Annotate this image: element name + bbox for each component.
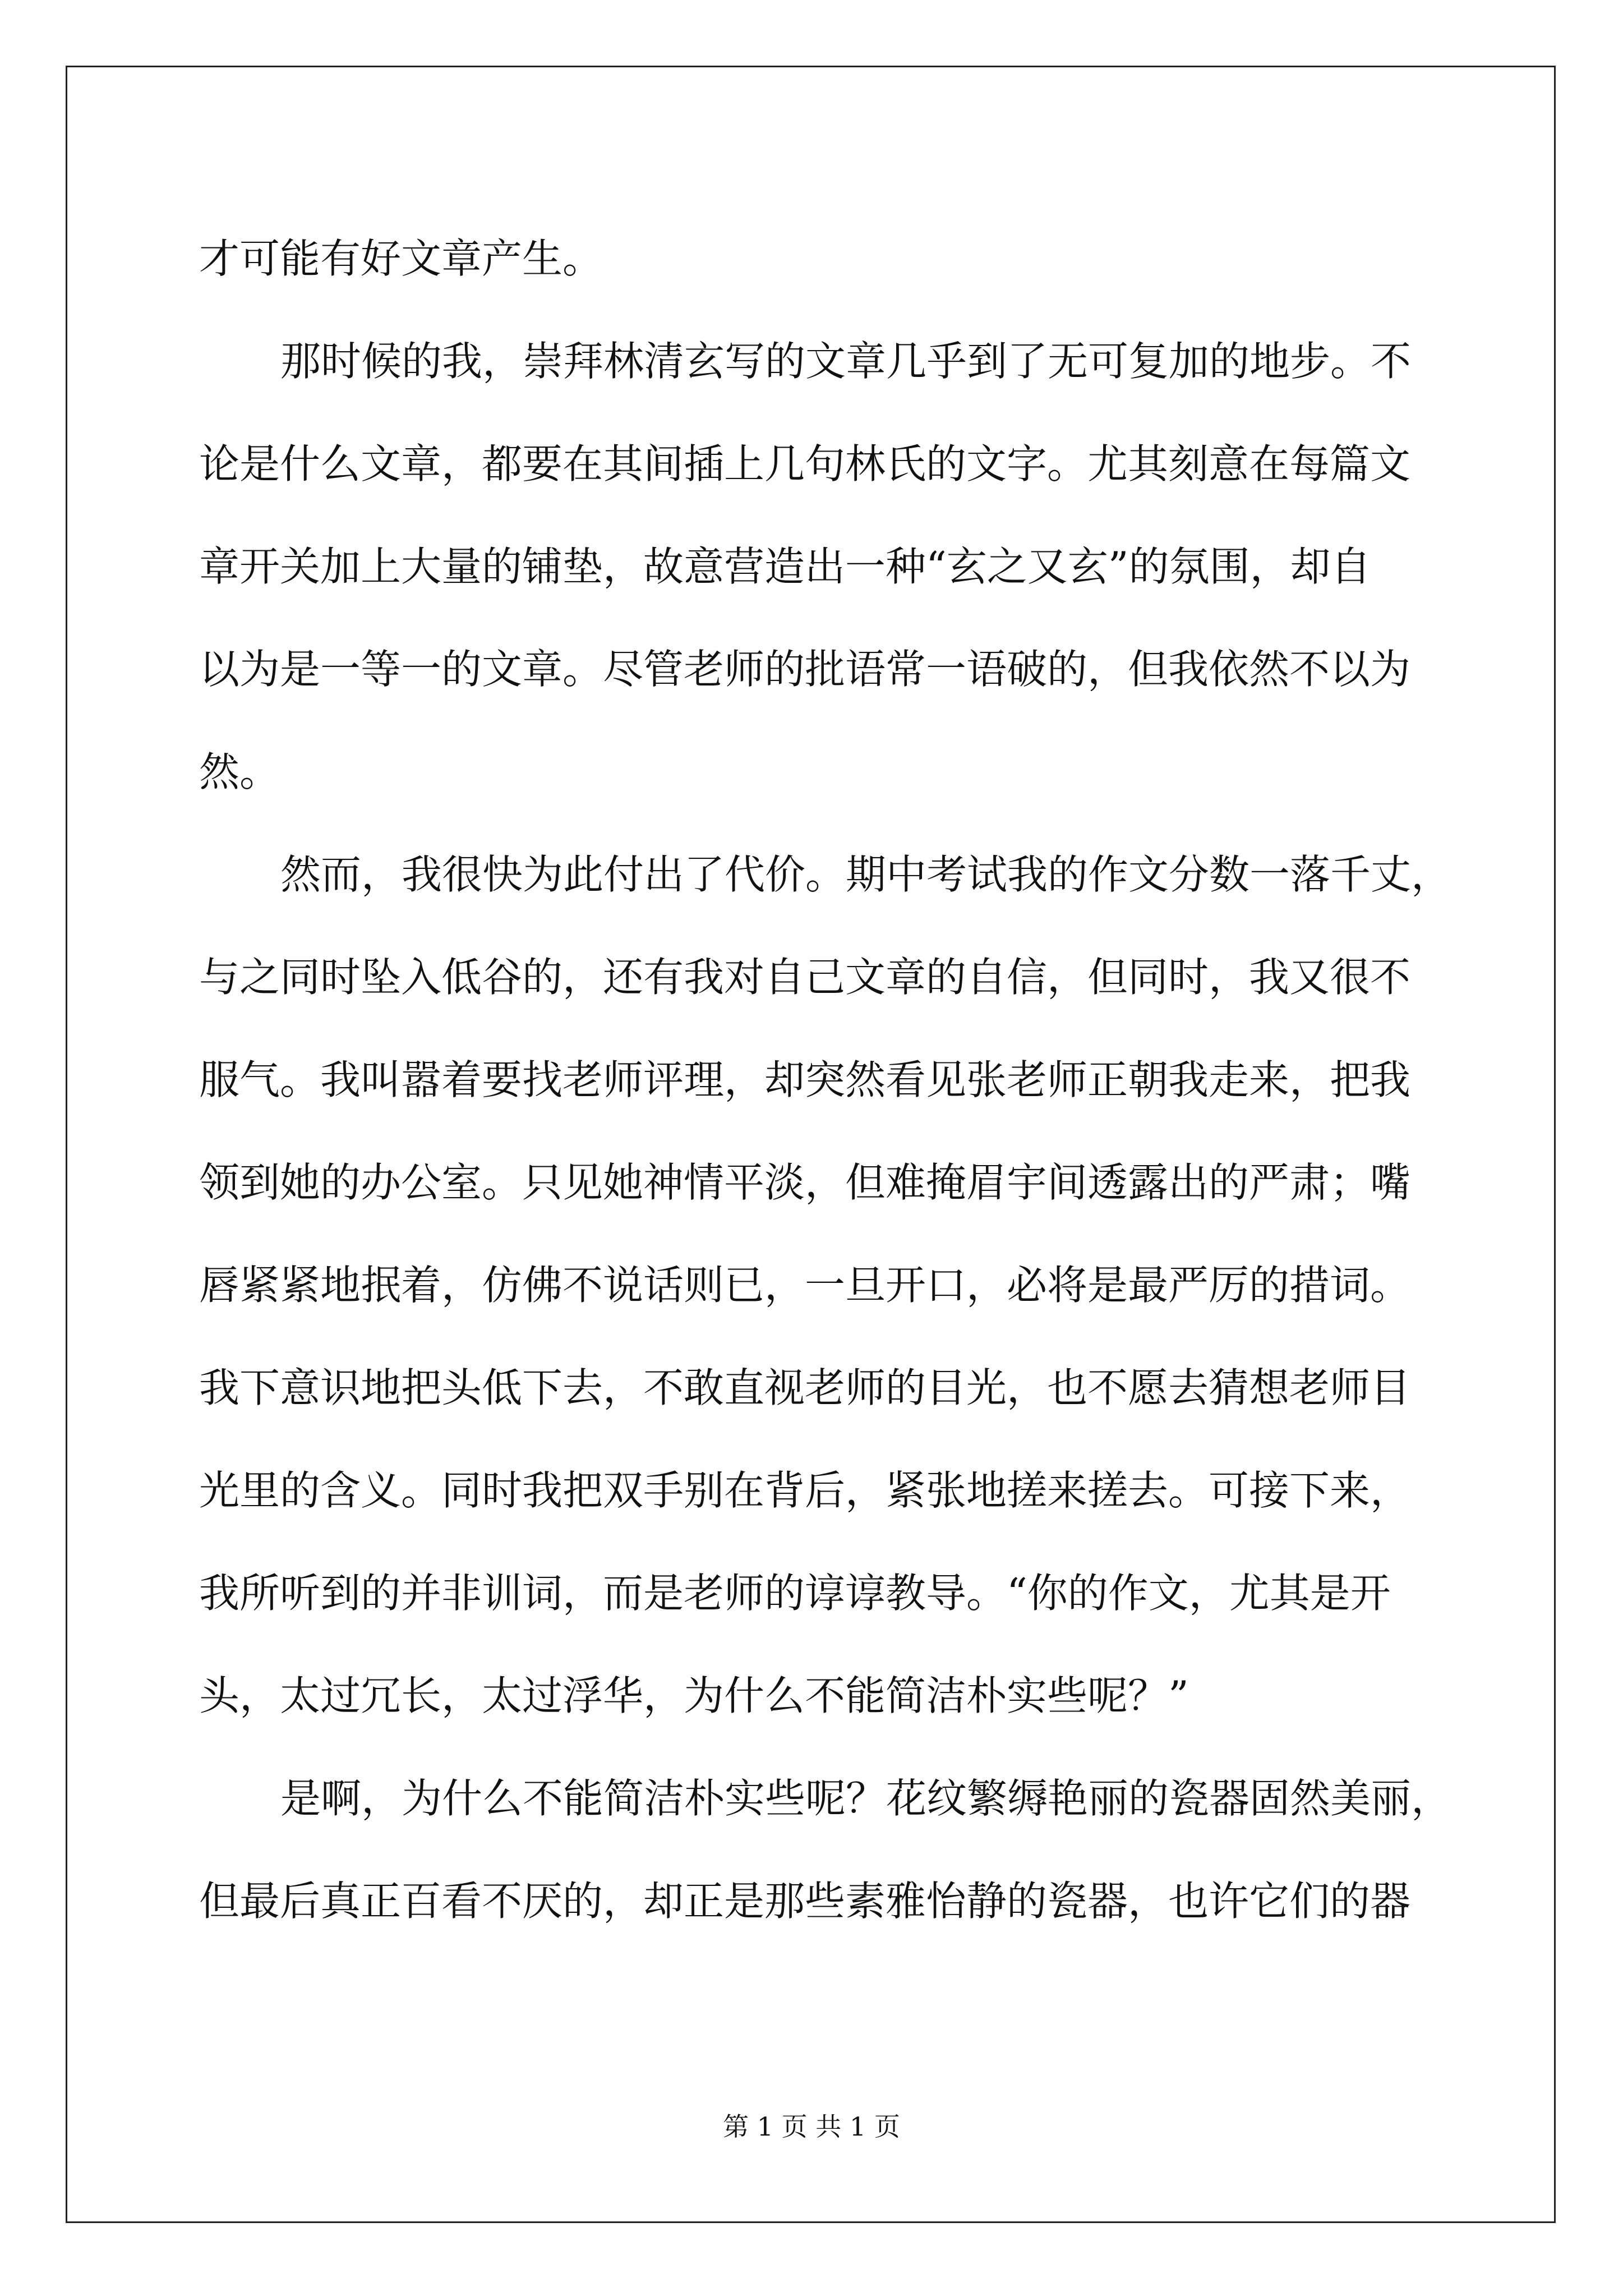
text-line: 是啊，为什么不能简洁朴实些呢？花纹繁缛艳丽的瓷器固然美丽， xyxy=(280,1775,1452,1822)
text-line: 头，太过冗长，太过浮华，为什么不能简洁朴实些呢？” xyxy=(199,1672,1189,1719)
document-body xyxy=(199,208,1452,1953)
text-line: 光里的含义。同时我把双手别在背后，紧张地搓来搓去。可接下来， xyxy=(199,1467,1411,1514)
text-line: 我所听到的并非训词，而是老师的谆谆教导。“你的作文，尤其是开 xyxy=(199,1570,1391,1617)
text-line: 以为是一等一的文章。尽管老师的批语常一语破的，但我依然不以为 xyxy=(199,646,1411,693)
text-line: 才可能有好文章产生。 xyxy=(199,235,603,282)
page-number-footer: 第 1 页 共 1 页 xyxy=(723,2111,900,2142)
text-line: 我下意识地把头低下去，不敢直视老师的目光，也不愿去猜想老师目 xyxy=(199,1364,1411,1411)
text-line: 那时候的我，崇拜林清玄写的文章几乎到了无可复加的地步。不 xyxy=(280,338,1412,385)
text-line: 论是什么文章，都要在其间插上几句林氏的文字。尤其刻意在每篇文 xyxy=(199,440,1411,487)
text-line: 唇紧紧地抿着，仿佛不说话则已，一旦开口，必将是最严厉的措词。 xyxy=(199,1262,1411,1309)
text-line: 然。 xyxy=(199,748,280,795)
text-line: 与之同时坠入低谷的，还有我对自己文章的自信，但同时，我又很不 xyxy=(199,954,1411,1001)
text-line: 然而，我很快为此付出了代价。期中考试我的作文分数一落千丈， xyxy=(280,851,1452,898)
text-line: 领到她的办公室。只见她神情平淡，但难掩眉宇间透露出的严肃；嘴 xyxy=(199,1159,1411,1206)
text-line: 但最后真正百看不厌的，却正是那些素雅怡静的瓷器，也许它们的器 xyxy=(199,1878,1411,1925)
text-line: 章开关加上大量的铺垫，故意营造出一种“玄之又玄”的氛围，却自 xyxy=(199,543,1371,590)
text-line: 服气。我叫嚣着要找老师评理，却突然看见张老师正朝我走来，把我 xyxy=(199,1056,1411,1103)
